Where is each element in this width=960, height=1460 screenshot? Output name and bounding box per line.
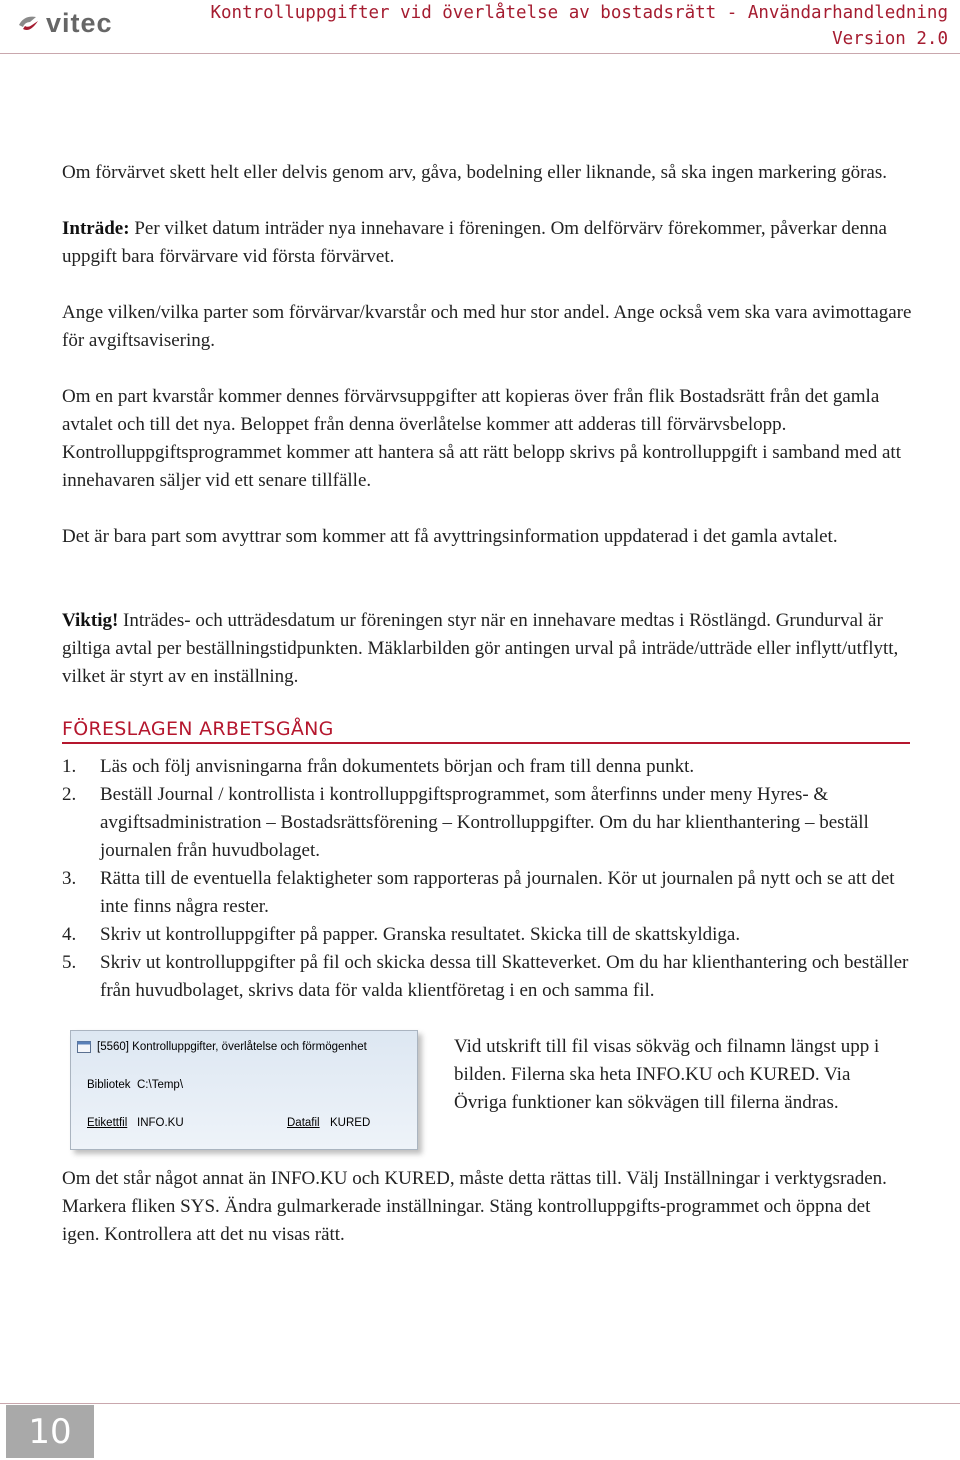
footer-divider [0,1403,960,1404]
list-item [62,753,912,781]
step-number: 2. [62,784,77,805]
vitec-logo-icon [16,13,42,35]
viktig-text: Inträdes- och utträdesdatum ur föreningen styr när en innehavare medtas i Röstlängd. Grundurval är giltiga avtal per beställningstidpunkten. Mäklarbilden gör antingen urval på inträde/utträde eller inflytt/utflytt, vilket är styrt av en inställning. [62,610,899,687]
step-number: 3. [62,868,77,889]
list-item [62,949,912,1005]
section-divider [62,742,910,744]
window-titlebar [77,1041,367,1053]
list-item [62,921,912,949]
intrade-label: Inträde: [62,218,130,239]
window-title: [5560] Kontrolluppgifter, överlåtelse och förmögenhet [97,1041,367,1053]
page-header [0,0,960,52]
step-text: Skriv ut kontrolluppgifter på papper. Granska resultatet. Skicka till de skattskyldiga. [100,924,741,945]
document-version: Version 2.0 [832,29,948,49]
paragraph-intrade [62,215,912,271]
screenshot-caption: Vid utskrift till fil visas sökväg och filnamn längst upp i bilden. Filerna ska heta INFO.KU och KURED. Via Övriga funktioner kan sökvägen till filerna ändras. [454,1036,880,1113]
logo-text: vitec [46,8,113,38]
paragraph-viktig [62,607,912,691]
step-number: 1. [62,756,77,777]
paragraph-kvarstar: Om en part kvarstår kommer dennes förvärvsuppgifter att kopieras över från flik Bostadsrätt från det gamla avtalet och till det nya. Beloppet från denna överlåtelse kommer att adderas till förvärvsbelopp. Kontrolluppgiftsprogrammet kommer att hantera så att rätt belopp skrivs på kontrolluppgift i samband med att innehavaren säljer vid ett senare tillfälle. [62,386,901,491]
step-text: Beställ Journal / kontrollista i kontrolluppgiftsprogrammet, som återfinns under meny Hyres- & avgiftsadministration – Bostadsrättsförening – Kontrolluppgifter. Om du har klienthantering – beställ journalen från huvudbolaget. [100,784,869,861]
step-number: 4. [62,924,77,945]
paragraph-arv: Om förvärvet skett helt eller delvis genom arv, gåva, bodelning eller liknande, så ska ingen markering göras. [62,162,888,183]
page-number: 10 [6,1405,94,1458]
paragraph-installningar: Om det står något annat än INFO.KU och KURED, måste detta rättas till. Välj Inställningar i verktygsraden. Markera fliken SYS. Ändra gulmarkerade inställningar. Stäng kontrolluppgifts-programmet och öppna det igen. Kontrollera att det nu visas rätt. [62,1168,887,1245]
viktig-label: Viktig! [62,610,119,631]
intrade-text: Per vilket datum inträder nya innehavare i föreningen. Om delförvärv förekommer, påverkar denna uppgift bara förvärvare vid första förvärvet. [62,218,887,267]
etikettfil-value: INFO.KU [137,1117,184,1129]
list-item [62,865,912,921]
bibliotek-value: C:\Temp\ [137,1079,184,1091]
app-screenshot [70,1030,418,1150]
steps-list [62,753,912,1005]
paragraph-parter: Ange vilken/vilka parter som förvärvar/kvarstår och med hur stor andel. Ange också vem ska vara avimottagare för avgiftsavisering. [62,302,912,351]
step-text: Skriv ut kontrolluppgifter på fil och skicka dessa till Skatteverket. Om du har klienthantering och beställer från huvudbolaget, skrivs data för valda klientföretag i en och samma fil. [100,952,909,1001]
paragraph-avyttrar: Det är bara part som avyttrar som kommer att få avyttringsinformation uppdaterad i det gamla avtalet. [62,526,838,547]
document-title [210,0,948,52]
document-title-line: Kontrolluppgifter vid överlåtelse av bostadsrätt - Användarhandledning [210,3,948,23]
etikettfil-label: Etikettfil [87,1117,128,1129]
step-text: Läs och följ anvisningarna från dokumentets början och fram till denna punkt. [100,756,695,777]
datafil-label: Datafil [287,1117,320,1129]
section-heading: FÖRESLAGEN ARBETSGÅNG [62,718,334,740]
step-text: Rätta till de eventuella felaktigheter som rapporteras på journalen. Kör ut journalen på nytt och se att det inte finns några rester. [100,868,895,917]
list-item [62,781,912,865]
datafil-value: KURED [330,1117,371,1129]
window-icon [77,1041,91,1053]
step-number: 5. [62,952,77,973]
vitec-logo [16,8,113,39]
bibliotek-label: Bibliotek [87,1079,131,1091]
header-divider [0,53,960,54]
